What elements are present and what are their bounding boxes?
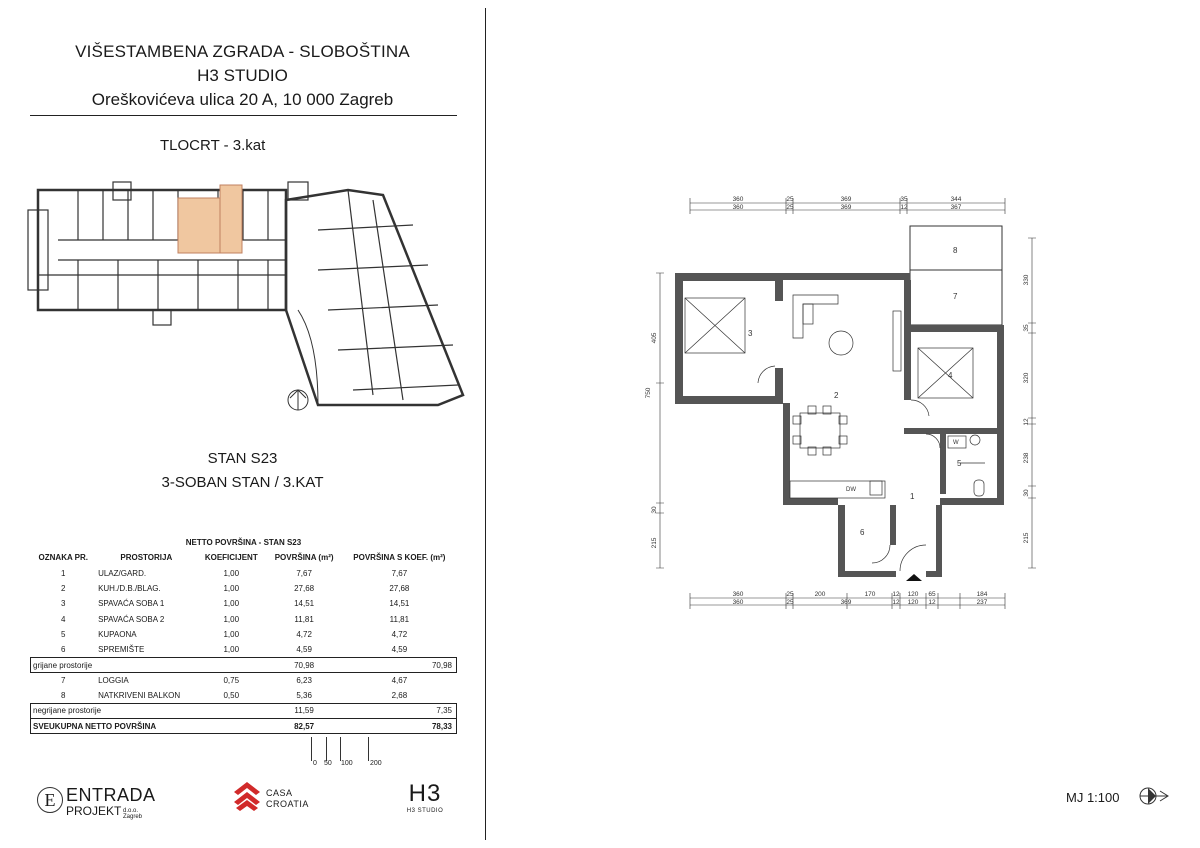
dim-label: 360 [732, 591, 744, 598]
dim-label: 360 [732, 599, 744, 606]
toilet-icon [974, 480, 984, 496]
left-panel [0, 0, 485, 848]
dim-label: 25 [786, 204, 794, 211]
dim-label: 215 [1023, 532, 1030, 544]
dim-label: 215 [651, 537, 658, 549]
entrada-mark-icon: E [37, 787, 63, 813]
dim-label: 12 [892, 591, 900, 598]
wardrobe-icon [893, 311, 901, 371]
room-number: 4 [948, 371, 953, 380]
table-row: 6 SPREMIŠTE 1,00 4,59 4,59 [61, 644, 408, 654]
right-panel [486, 0, 1200, 848]
dim-label: 35 [1023, 324, 1030, 332]
table-caption-row [31, 535, 457, 550]
scale-note: MJ 1:100 [1066, 790, 1120, 805]
scale-bar [310, 737, 390, 769]
wall [675, 273, 783, 281]
unheated-subtotal-row: negrijane prostorije 11,59 7,35 [31, 703, 457, 718]
scale-label: 200 [370, 760, 382, 767]
dim-label: 369 [840, 599, 852, 606]
project-title: VIŠESTAMBENA ZGRADA - SLOBOŠTINA [75, 42, 410, 61]
sofa-icon [793, 295, 838, 338]
floor-plan-title: TLOCRT - 3.kat [160, 137, 266, 154]
h3-mark-icon: H3 [408, 780, 442, 807]
table-row: 1 ULAZ/GARD. 1,00 7,67 7,67 [61, 568, 408, 578]
project-address: Oreškovićeva ulica 20 A, 10 000 Zagreb [91, 90, 394, 109]
title-block [30, 40, 455, 112]
col-header-coef: KOEFICIJENT [204, 553, 258, 563]
table-header-row [31, 550, 457, 565]
dim-label: 25 [786, 591, 794, 598]
room-number: 2 [834, 391, 839, 400]
scale-label: 100 [341, 760, 353, 767]
room-number: 8 [953, 246, 958, 255]
casa-croatia-logo: CASA CROATIA [232, 780, 322, 820]
dim-label: 25 [786, 599, 794, 606]
dim-label: 369 [840, 196, 852, 203]
dim-label: 35 [900, 196, 908, 203]
dim-label: 12 [900, 204, 908, 211]
key-plan-east-wing [286, 190, 463, 405]
dim-label: 405 [651, 332, 658, 344]
table-row: 4 SPAVAĆA SOBA 2 1,00 11,81 11,81 [61, 614, 410, 624]
table-row: 8 NATKRIVENI BALKON 0,50 5,36 2,68 [61, 690, 408, 700]
title-divider [30, 115, 457, 116]
dim-label: 30 [651, 506, 658, 514]
total-row: SVEUKUPNA NETTO POVRŠINA 82,57 78,33 [31, 719, 457, 734]
dim-label: 367 [950, 204, 962, 211]
dim-label: 65 [928, 591, 936, 598]
table-row: 7 LOGGIA 0,75 6,23 4,67 [61, 676, 408, 686]
col-header-area: POVRŠINA (m²) [274, 553, 334, 563]
dim-label: 320 [1023, 372, 1030, 384]
dining-table-icon [800, 413, 840, 448]
dishwasher-label: DW [846, 487, 856, 493]
dim-label: 170 [864, 591, 876, 598]
dim-label: 238 [1023, 452, 1030, 464]
coffee-table-icon [829, 331, 853, 355]
sink-icon [970, 435, 980, 445]
apartment-heading [30, 447, 455, 495]
washing-machine-label: W [953, 440, 959, 446]
dim-label: 25 [786, 196, 794, 203]
room-number: 1 [910, 492, 915, 501]
wall [675, 273, 683, 403]
casa-croatia-mark-icon [232, 780, 262, 814]
apartment-floor-plan [645, 188, 1040, 613]
dim-label: 237 [976, 599, 988, 606]
dim-label: 12 [928, 599, 936, 606]
key-plan-west-wing [38, 190, 286, 310]
studio-name: H3 STUDIO [197, 66, 288, 85]
scale-label: 50 [324, 760, 332, 767]
key-plan-highlight-left [178, 198, 220, 253]
dim-label: 30 [1023, 489, 1030, 497]
dim-label: 120 [907, 591, 919, 598]
dim-label: 120 [907, 599, 919, 606]
heated-subtotal-row: grijane prostorije 70,98 70,98 [31, 657, 457, 672]
net-area-table [30, 535, 457, 734]
scale-label: 0 [313, 760, 317, 767]
kitchen-counter-icon [790, 481, 885, 498]
dim-label: 12 [1023, 418, 1030, 426]
entrada-logo: E ENTRADA PROJEKT d.o.o. Zagreb [35, 783, 155, 835]
dim-label: 360 [732, 196, 744, 203]
col-header-room: PROSTORIJA [120, 553, 173, 563]
dim-label: 184 [976, 591, 988, 598]
dim-label: 330 [1023, 274, 1030, 286]
key-plan-highlight-right [220, 185, 242, 253]
apartment-code: STAN S23 [207, 450, 278, 467]
table-row: 2 KUH./D.B./BLAG. 1,00 27,68 27,68 [61, 584, 410, 594]
table-row: 5 KUPAONA 1,00 4,72 4,72 [61, 629, 408, 639]
dim-label: 344 [950, 196, 962, 203]
dim-label: 12 [892, 599, 900, 606]
key-floor-plan [18, 180, 468, 415]
dim-label: 750 [645, 387, 652, 399]
apartment-type: 3-SOBAN STAN / 3.KAT [161, 474, 324, 491]
room-number: 6 [860, 528, 865, 537]
dim-label: 200 [814, 591, 826, 598]
h3-studio-logo: H3 H3 STUDIO [395, 780, 455, 822]
dim-label: 360 [732, 204, 744, 211]
entrance-arrow-icon [906, 574, 922, 581]
table-caption: NETTO POVRŠINA - STAN S23 [185, 538, 302, 548]
wall [675, 396, 783, 404]
table-row: 3 SPAVAĆA SOBA 1 1,00 14,51 14,51 [61, 599, 410, 609]
north-arrow-icon [1136, 786, 1170, 806]
col-header-id: OZNAKA PR. [38, 553, 89, 563]
room-number: 3 [748, 329, 753, 338]
room-number: 7 [953, 292, 958, 301]
col-header-area-coef: POVRŠINA S KOEF. (m²) [353, 553, 446, 563]
dim-label: 369 [840, 204, 852, 211]
room-number: 5 [957, 459, 962, 468]
